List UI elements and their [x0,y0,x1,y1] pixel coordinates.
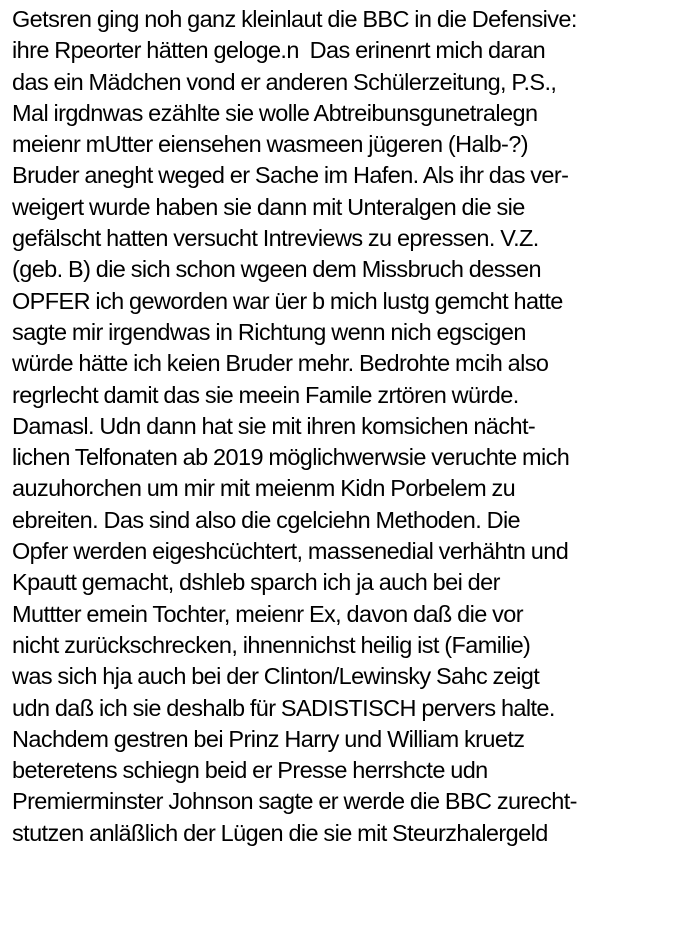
text-line-17: ebreiten. Das sind also die cgelciehn Methoden. Die [12,506,521,533]
text-line-15: lichen Telfonaten ab 2019 möglichwerwsie veruchte mich [12,444,570,471]
text-line-21: nicht zurückschrecken, ihnennichst heilig ist (Familie) [12,631,531,658]
text-line-5: meienr mUtter eiensehen wasmeen jügeren (Halb-?) [12,131,528,158]
text-line-23: udn daß ich sie deshalb für SADISTISCH pervers halte. [12,694,555,721]
text-line-10: OPFER ich geworden war üer b mich lustg gemcht hatte [12,287,563,314]
text-line-11: sagte mir irgendwas in Richtung wenn nich egscigen [12,318,526,345]
text-line-6: Bruder aneght weged er Sache im Hafen. Als ihr das ver- [12,162,569,189]
text-line-7: weigert wurde haben sie dann mit Unteralgen die sie [12,193,525,220]
text-line-20: Muttter emein Tochter, meienr Ex, davon daß die vor [12,600,523,627]
text-line-22: was sich hja auch bei der Clinton/Lewinsky Sahc zeigt [12,663,540,690]
text-line-9: (geb. B) die sich schon wgeen dem Missbruch dessen [12,256,541,283]
text-line-24: Nachdem gestren bei Prinz Harry und William kruetz [12,725,525,752]
text-line-26: Premierminster Johnson sagte er werde die BBC zurecht- [12,788,577,815]
text-line-4: Mal irgdnwas ezählte sie wolle Abtreibunsgunetralegn [12,99,538,126]
text-line-27: stutzen anläßlich der Lügen die sie mit Steurzhalergeld [12,819,548,846]
text-line-2: ihre Rpeorter hätten geloge.n Das erinenrt mich daran [12,37,546,64]
text-line-1: Getsren ging noh ganz kleinlaut die BBC in die Defensive: [12,6,577,32]
text-line-16: auzuhorchen um mir mit meienm Kidn Porbelem zu [12,475,516,502]
text-line-13: regrlecht damit das sie meein Famile zrtören würde. [12,381,519,408]
text-line-3: das ein Mädchen vond er anderen Schülerzeitung, P.S., [12,68,557,95]
text-line-12: würde hätte ich keien Bruder mehr. Bedrohte mcih also [12,350,549,377]
text-line-25: beteretens schiegn beid er Presse herrshcte udn [12,757,488,784]
text-line-18: Opfer werden eigeshcüchtert, massenedial verhähtn und [12,538,569,565]
text-line-19: Kpautt gemacht, dshleb sparch ich ja auch bei der [12,569,500,596]
text-line-14: Damasl. Udn dann hat sie mit ihren komsichen nächt- [12,412,536,439]
text-line-8: gefälscht hatten versucht Intreviews zu epressen. V.Z. [12,225,539,252]
document-text [12,4,680,849]
